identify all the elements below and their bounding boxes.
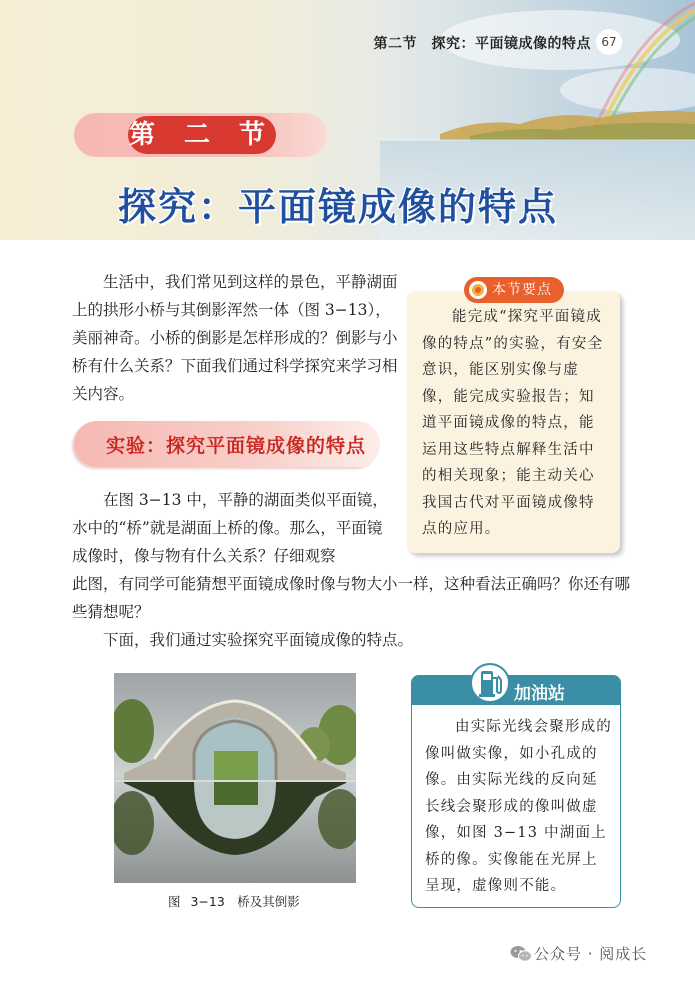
wechat-icon [510,945,532,963]
side-note-title: 加油站 [514,684,565,704]
experiment-paragraph-part2: 此图，有同学可能猜想平面镜成像时像与物大小一样，这种看法正确吗？你还有哪些猜想呢？ [72,575,631,621]
target-icon [468,280,488,300]
fuel-pump-icon [478,668,502,698]
intro-paragraph [72,268,402,408]
watermark-text: 公众号 · 阅成长 [534,945,648,963]
intro-paragraph-text: 生活中，我们常见到这样的景色，平静湖面上的拱形小桥与其倒影浑然一体（图 3−13），美丽神奇。小桥的倒影是怎样形成的？倒影与小桥有什么关系？下面我们通过科学探究来学习相关内容。 [72,273,398,403]
key-points-tag [464,277,564,303]
section-label: 第 二 节 [128,116,276,154]
experiment-heading: 实验：探究平面镜成像的特点 [106,435,367,457]
experiment-paragraph-part1-text: 在图 3−13 中，平静的湖面类似平面镜，水中的“桥”就是湖面上桥的像。那么，平面镜成像时，像与物有什么关系？仔细观察 [72,491,388,565]
side-note-text [425,714,613,900]
bridge-reflection-photo [114,673,356,883]
experiment-next-paragraph-text: 下面，我们通过实验探究平面镜成像的特点。 [103,631,414,649]
running-title: 第二节 探究：平面镜成像的特点 [373,36,591,52]
key-points-tag-label: 本节要点 [492,282,552,298]
section-title: 探究：平面镜成像的特点 [118,185,559,229]
page-number: 67 [596,29,622,55]
key-points-text-content: 能完成“探究平面镜成像的特点”的实验，有安全意识，能区别实像与虚像，能完成实验报告；知道平面镜成像的特点，能运用这些特点解释生活中的相关现象；能主动关心我国古代对平面镜成像特点的应用。 [422,309,604,537]
side-note-text-content: 由实际光线会聚形成的像叫做实像，如小孔成的像。由实际光线的反向延长线会聚形成的像叫做虚像，如图 3−13 中湖面上桥的像。实像能在光屏上呈现，虚像则不能。 [425,719,612,894]
experiment-paragraph-part1 [72,486,394,570]
key-points-text [422,304,610,543]
experiment-next-paragraph [72,626,632,654]
figure-caption: 图 3−13 桥及其倒影 [168,894,300,909]
